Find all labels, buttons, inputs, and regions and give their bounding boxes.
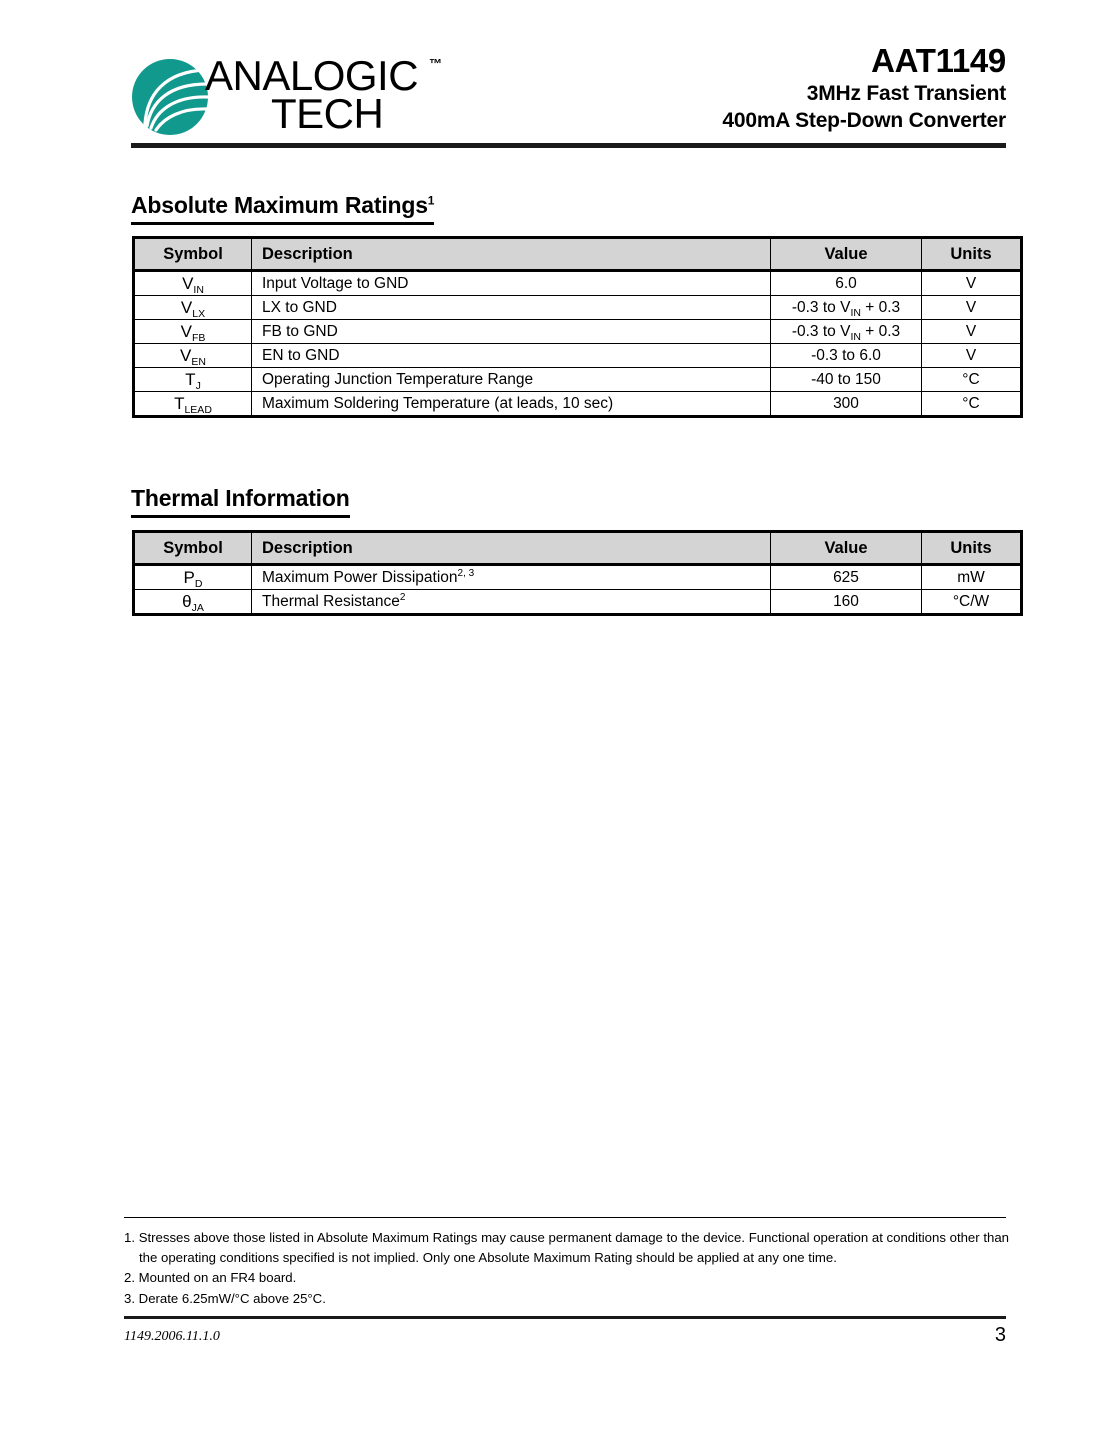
table-header-row: [134, 238, 1022, 271]
footnote-item: [124, 1289, 1009, 1309]
table-header-row: [134, 532, 1022, 565]
column-header-description: Description: [252, 532, 771, 565]
table-body: [134, 565, 1022, 615]
column-header-description: Description: [252, 238, 771, 271]
table-row: [134, 320, 1022, 344]
cell-value: -0.3 to $V_{IN} + 0.3$: [771, 296, 922, 320]
column-header-units: Units: [922, 238, 1022, 271]
document-title-block: [486, 42, 1006, 134]
cell-symbol: $T_J$: [134, 368, 252, 392]
column-header-symbol: Symbol: [134, 238, 252, 271]
trademark-icon: ™: [429, 56, 442, 71]
cell-units: V: [922, 320, 1022, 344]
table-row: [134, 590, 1022, 615]
cell-symbol: $V_{IN}$: [134, 271, 252, 296]
cell-symbol: $\theta_{JA}$: [134, 590, 252, 615]
section-title-superscript: 1: [427, 193, 435, 208]
cell-description: Thermal Resistance$^2$: [252, 590, 771, 615]
header-divider: [131, 143, 1006, 148]
cell-value: 6.0: [771, 271, 922, 296]
logo-word-analogic: ANALOGIC: [205, 52, 419, 99]
logo-wordmark: [205, 54, 455, 144]
subtitle-line-2: 400mA Step-Down Converter: [722, 109, 1006, 132]
footnote-divider: [124, 1217, 1006, 1218]
footer-divider: [124, 1316, 1006, 1319]
cell-units: V: [922, 271, 1022, 296]
cell-description: Operating Junction Temperature Range: [252, 368, 771, 392]
part-number: AAT1149: [871, 42, 1006, 79]
company-logo: [131, 48, 451, 140]
cell-symbol: $T_{LEAD}$: [134, 392, 252, 417]
cell-units: V: [922, 344, 1022, 368]
cell-description: EN to GND: [252, 344, 771, 368]
absolute-maximum-ratings-table: [132, 236, 1023, 418]
cell-description: FB to GND: [252, 320, 771, 344]
table-row: [134, 392, 1022, 417]
cell-units: °C: [922, 392, 1022, 417]
cell-symbol: $V_{EN}$: [134, 344, 252, 368]
thermal-information-table: [132, 530, 1023, 616]
cell-symbol: $V_{LX}$: [134, 296, 252, 320]
cell-symbol: $P_D$: [134, 565, 252, 590]
logo-word-tech: TECH: [271, 90, 384, 137]
footnote-number: 1.: [124, 1230, 135, 1245]
section-heading-thermal-information: [131, 485, 350, 518]
table-row: [134, 271, 1022, 296]
cell-value: -0.3 to 6.0: [771, 344, 922, 368]
cell-value: 160: [771, 590, 922, 615]
document-revision-id: 1149.2006.11.1.0: [124, 1329, 220, 1344]
analogic-tech-logo-icon: [131, 58, 209, 136]
cell-value: 300: [771, 392, 922, 417]
subtitle-line-1: 3MHz Fast Transient: [806, 82, 1006, 105]
cell-symbol: $V_{FB}$: [134, 320, 252, 344]
column-header-units: Units: [922, 532, 1022, 565]
table-row: [134, 344, 1022, 368]
table-row: [134, 368, 1022, 392]
footnote-item: [124, 1228, 1009, 1267]
table-body: [134, 271, 1022, 417]
cell-units: °C: [922, 368, 1022, 392]
table-header: [134, 532, 1022, 565]
page-number: 3: [994, 1324, 1006, 1346]
cell-description: Input Voltage to GND: [252, 271, 771, 296]
cell-units: V: [922, 296, 1022, 320]
column-header-value: Value: [771, 238, 922, 271]
cell-value: -40 to 150: [771, 368, 922, 392]
footnote-text: Stresses above those listed in Absolute Maximum Ratings may cause permanent damage to the device. Functional operation at conditions other than the operating conditions specified is not implied. Only one Absolute Maximum Rating should be applied at any one time.: [138, 1230, 1010, 1265]
table-header: [134, 238, 1022, 271]
cell-description: LX to GND: [252, 296, 771, 320]
cell-units: mW: [922, 565, 1022, 590]
cell-units: °C/W: [922, 590, 1022, 615]
footnote-number: 2.: [124, 1270, 135, 1285]
cell-value: -0.3 to $V_{IN} + 0.3$: [771, 320, 922, 344]
footnote-text: Derate 6.25mW/°C above 25°C.: [138, 1290, 326, 1306]
column-header-symbol: Symbol: [134, 532, 252, 565]
cell-value: 625: [771, 565, 922, 590]
section-title-text: Thermal Information: [131, 485, 350, 511]
footnote-number: 3.: [124, 1290, 135, 1306]
section-title-text: Absolute Maximum Ratings: [131, 192, 428, 218]
footnote-item: [124, 1268, 1009, 1288]
footnotes-block: [124, 1228, 1009, 1309]
table-row: [134, 565, 1022, 590]
page-header: [131, 42, 1006, 142]
footnote-text: Mounted on an FR4 board.: [138, 1270, 297, 1285]
table-row: [134, 296, 1022, 320]
column-header-value: Value: [771, 532, 922, 565]
section-heading-absolute-maximum-ratings: [131, 192, 434, 225]
cell-description: Maximum Power Dissipation$^{2, 3}$: [252, 565, 771, 590]
cell-description: Maximum Soldering Temperature (at leads, 10 sec): [252, 392, 771, 417]
